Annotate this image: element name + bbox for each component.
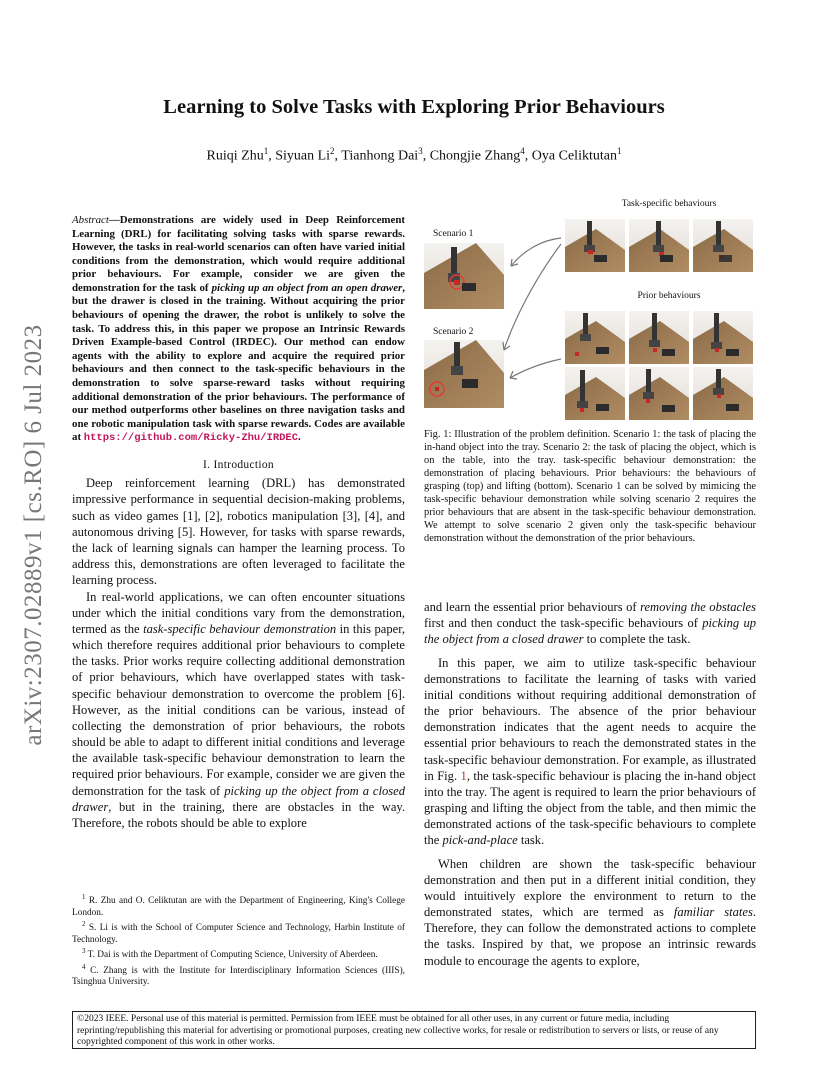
arxiv-identifier: arXiv:2307.02889v1 [cs.RO] 6 Jul 2023 <box>20 324 47 746</box>
right-text: and learn the essential prior behaviours of <box>424 600 641 614</box>
footnote-text: C. Zhang is with the Institute for Interdisciplinary Information Sciences (IIIS), Tsinghua University. <box>72 965 405 988</box>
author-list: Ruiqi Zhu$^1$, Siyuan Li$^2$, Tianhong Dai$^3$, Chongjie Zhang$^4$, Oya Celiktutan$^1$ <box>206 146 622 164</box>
intro-body <box>72 475 405 831</box>
figure-1 <box>424 180 756 420</box>
right-text: In this paper, we aim to utilize task-specific behaviour demonstrations to facilitate the learning of tasks with varied initial conditions without requiring additional demonstration of the prior behaviours. The absence of the prior behaviour demonstration indicates that the agent needs to acquire the essential prior behaviours to reach the demonstrated states in the task-specific behaviour demonstration. For example, as illustrated in Fig. <box>424 655 756 783</box>
scenario-2-image <box>424 340 504 408</box>
author-affil-mark: 2 <box>330 146 335 156</box>
footnote-text: R. Zhu and O. Celiktutan are with the Department of Engineering, King's College London. <box>72 896 405 918</box>
scenario-1-image <box>424 243 504 309</box>
right-emphasis: pick-and-place <box>442 833 518 848</box>
author-name: Tianhong Dai <box>341 148 419 164</box>
right-emphasis: familiar states <box>673 905 753 920</box>
footnote-mark: 2 <box>82 920 86 929</box>
intro-text: In real-world applications, we can often encounter situations under which the initial conditions vary from the demonstration, termed as the <box>72 589 405 636</box>
author-name: Oya Celiktutan <box>531 148 617 164</box>
abstract-text: Demonstrations are widely used in Deep Reinforcement Learning (DRL) for facilitating solving tasks with sparse rewards. However, the tasks in real-world scenarios can often have varied initial conditions from the demonstration, which would require additional prior behaviours. For example, consider we are given the demonstration for the task of <box>72 214 405 294</box>
intro-paragraph: Deep reinforcement learning (DRL) has demonstrated impressive performance in sequential decision-making problems, such as video games [1], [2], robotics manipulation [3], [4], and autonomous driving [5]. However, for tasks with sparse rewards, the lack of learning signals can hamper the learning process. To address this, demonstrations are often leveraged to facilitate the learning process. <box>72 476 405 588</box>
right-body <box>424 599 756 969</box>
label-prior-behaviours: Prior behaviours <box>637 291 701 301</box>
abstract-emphasis: picking up an object from an open drawer <box>211 281 403 294</box>
label-task-specific: Task-specific behaviours <box>621 199 717 209</box>
right-emphasis: removing the obstacles <box>640 600 756 614</box>
footnote <box>72 947 405 962</box>
prior-lifting-images <box>565 367 753 420</box>
label-scenario-2: Scenario 2 <box>433 327 474 337</box>
abstract-end: . <box>298 431 301 444</box>
figure-ref-link[interactable]: 1 <box>460 768 467 783</box>
code-link[interactable]: https://github.com/Ricky-Zhu/IRDEC <box>83 432 299 445</box>
right-column <box>424 180 756 545</box>
footnote-text: T. Dai is with the Department of Computing Science, University of Aberdeen. <box>87 950 378 961</box>
footnote-mark: 1 <box>82 893 86 901</box>
footnote-mark: 4 <box>82 962 86 971</box>
footnote-text: S. Li is with the School of Computer Science and Technology, Harbin Institute of Technology. <box>72 923 405 945</box>
paper-title: Learning to Solve Tasks with Exploring Prior Behaviours <box>163 96 665 118</box>
right-paragraph <box>424 856 756 969</box>
arrow-prior-to-s2 <box>510 359 561 378</box>
right-text: task. <box>517 833 545 848</box>
author-affil-mark: 1 <box>263 146 269 156</box>
author-name: Chongjie Zhang <box>429 148 521 164</box>
author-affil-mark: 3 <box>418 146 423 156</box>
abstract-text: , but the drawer is closed in the training. Without acquiring the prior behaviours of opening the drawer, the robot is unlikely to solve the task. To address this, in this paper we propose an Intrinsic Rewards Driven Example-based Control (IRDEC). Our method can endow agents with the ability to explore and acquire the required prior behaviours and then connect to the task-specific behaviours in the demonstration to solve sparse-reward tasks without requiring additional demonstration of the prior behaviours. The performance of our method outperforms other baselines on three navigation tasks and one robotic manipulation task with sparse rewards. Codes are available at <box>72 281 406 444</box>
figure-1-caption: Fig. 1: Illustration of the problem definition. Scenario 1: the task of placing the in-hand object into the tray. Scenario 2: the task of placing the object, which is on the table, into the tray. task-specific behaviour demonstration: the demonstration of placing behaviours. Prior behaviours: the behaviours of grasping (top) and lifting (bottom). Scenario 1 can be solved by mimicing the task-specific behaviour demonstration while solving scenario 2 requires the prior behaviours that are absent in the task-specific behaviour demonstration. We attempt to solve scenario 2 given only the task-specific behaviour demonstration without the demonstration of the prior behaviours. <box>424 429 756 544</box>
copyright-notice: ©2023 IEEE. Personal use of this material is permitted. Permission from IEEE must be obtained for all other uses, in any current or future media, including reprinting/republishing this material for advertising or promotional purposes, creating new collective works, for resale or redistribution to servers or lists, or reuse of any copyrighted component of this work in other works. <box>72 1011 756 1049</box>
prior-grasping-images <box>565 311 753 364</box>
intro-emphasis: task-specific behaviour demonstration <box>143 621 337 636</box>
author-affil-mark: 4 <box>520 146 525 156</box>
footnotes <box>72 893 405 990</box>
right-emphasis: picking up the object from a closed drawer <box>424 616 756 647</box>
arxiv-sidebar <box>14 300 54 770</box>
right-text: , the task-specific behaviour is placing the in-hand object into the tray. The agent is required to learn the prior behaviours of grasping and lifting the object from the table, and then mimic the demonstrated actions of the task-specific behaviours to complete the <box>424 768 756 848</box>
intro-text: , but in the training, there are obstacles in the way. Therefore, the robots should be able to explore <box>72 799 405 830</box>
section-heading-introduction: I. Introduction <box>203 459 274 472</box>
footnote <box>72 920 405 946</box>
abstract <box>72 214 405 445</box>
intro-text: in this paper, which therefore requires additional prior behaviours to complete the tasks. Prior works require collecting additional demonstration of prior behaviours, which have overlapped states with task-specific behaviour demonstration to overcome the problem [6]. However, as the initial conditions can be various, instead of collecting the demonstration of prior behaviours, the robots should be able to adapt to different initial conditions and leverage the available task-specific behaviour demonstration to learn the required prior behaviours. For example, consider we are given the demonstration for the task of <box>72 621 406 798</box>
author-affil-mark: 1 <box>616 146 622 156</box>
intro-paragraph <box>72 589 405 832</box>
abstract-label: Abstract <box>72 214 109 226</box>
right-text: to complete the task. <box>583 632 691 647</box>
right-text: . Therefore, they can follow the demonstrated actions to complete the tasks. Inspired by that, we propose an intrinsic rewards module to encourage the agents to explore, <box>424 905 756 968</box>
label-scenario-1: Scenario 1 <box>433 229 474 239</box>
task-specific-images <box>565 219 753 272</box>
left-column <box>72 214 405 831</box>
footnote-mark: 3 <box>82 947 86 956</box>
arrow-task-to-s1 <box>511 238 561 266</box>
right-text: first and then conduct the task-specific behaviours of <box>424 616 703 631</box>
intro-emphasis: picking up the object from a closed drawer <box>72 783 405 814</box>
right-paragraph <box>424 655 756 849</box>
footnote <box>72 963 405 989</box>
footnote <box>72 893 405 919</box>
author-name: Siyuan Li <box>275 148 331 164</box>
right-paragraph <box>424 599 756 648</box>
figure-illustration <box>424 180 756 420</box>
abstract-dash: — <box>108 214 120 226</box>
right-text: When children are shown the task-specific behaviour demonstration and then put in a different initial condition, they would intuitively explore the environment to return to the demonstrated states, which are termed as <box>424 856 756 920</box>
author-name: Ruiqi Zhu <box>206 148 264 164</box>
arrow-task-to-s2 <box>504 244 561 350</box>
figure-arrows <box>503 238 561 379</box>
